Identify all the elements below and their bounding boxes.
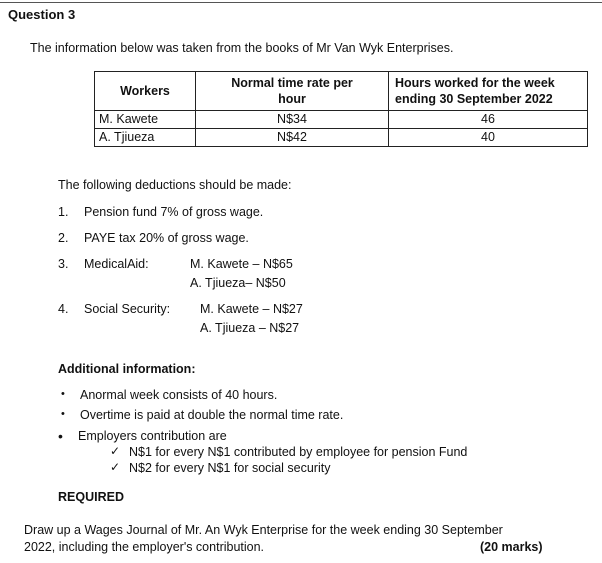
worker-name: A. Tjiueza <box>95 129 196 147</box>
bullet-icon: • <box>61 408 65 420</box>
bullet-icon: • <box>61 388 65 400</box>
deduction-number: 4. <box>58 302 69 316</box>
additional-bullet: Anormal week consists of 40 hours. <box>80 388 278 402</box>
social-security-label: Social Security: <box>84 302 171 316</box>
table-header-row <box>95 72 588 111</box>
medical-aid-line: M. Kawete – N$65 <box>190 257 293 271</box>
deduction-number: 2. <box>58 231 69 245</box>
header-rate <box>196 72 389 111</box>
additional-bullet: Overtime is paid at double the normal time rate. <box>80 408 344 422</box>
contribution-item: N$1 for every N$1 contributed by employee for pension Fund <box>129 445 468 459</box>
worker-hours: 46 <box>389 111 588 129</box>
required-line: 2022, including the employer's contribution. <box>24 540 265 554</box>
check-icon: ✓ <box>110 444 121 458</box>
social-security-line: M. Kawete – N$27 <box>200 302 303 316</box>
required-line: Draw up a Wages Journal of Mr. An Wyk Enterprise for the week ending 30 September <box>24 523 503 537</box>
worker-rate: N$42 <box>196 129 389 147</box>
deduction-text: PAYE tax 20% of gross wage. <box>84 231 249 245</box>
header-hours-line2: ending 30 September 2022 <box>395 92 553 106</box>
marks-label: (20 marks) <box>480 540 543 554</box>
worker-hours: 40 <box>389 129 588 147</box>
worker-rate: N$34 <box>196 111 389 129</box>
header-rate-line2: hour <box>278 92 306 106</box>
medical-aid-label: MedicalAid: <box>84 257 149 271</box>
deduction-text: Pension fund 7% of gross wage. <box>84 205 264 219</box>
check-icon: ✓ <box>110 460 121 474</box>
deduction-number: 3. <box>58 257 69 271</box>
medical-aid-line: A. Tjiueza– N$50 <box>190 276 286 290</box>
deductions-heading: The following deductions should be made: <box>58 178 292 192</box>
deduction-number: 1. <box>58 205 69 219</box>
additional-bullet: Employers contribution are <box>78 429 227 443</box>
header-hours-line1: Hours worked for the week <box>395 76 555 90</box>
top-rule <box>0 2 602 3</box>
header-hours <box>389 72 588 111</box>
intro-text: The information below was taken from the books of Mr Van Wyk Enterprises. <box>30 41 454 55</box>
worker-name: M. Kawete <box>95 111 196 129</box>
question-title: Question 3 <box>8 7 76 22</box>
social-security-line: A. Tjiueza – N$27 <box>200 321 300 335</box>
required-heading: REQUIRED <box>58 490 124 504</box>
contribution-item: N$2 for every N$1 for social security <box>129 461 331 475</box>
header-workers: Workers <box>95 72 196 111</box>
table-row <box>95 111 588 129</box>
additional-heading: Additional information: <box>58 362 196 376</box>
table-row <box>95 129 588 147</box>
workers-table <box>94 71 588 147</box>
bullet-icon: • <box>58 428 63 444</box>
header-rate-line1: Normal time rate per <box>231 76 353 90</box>
